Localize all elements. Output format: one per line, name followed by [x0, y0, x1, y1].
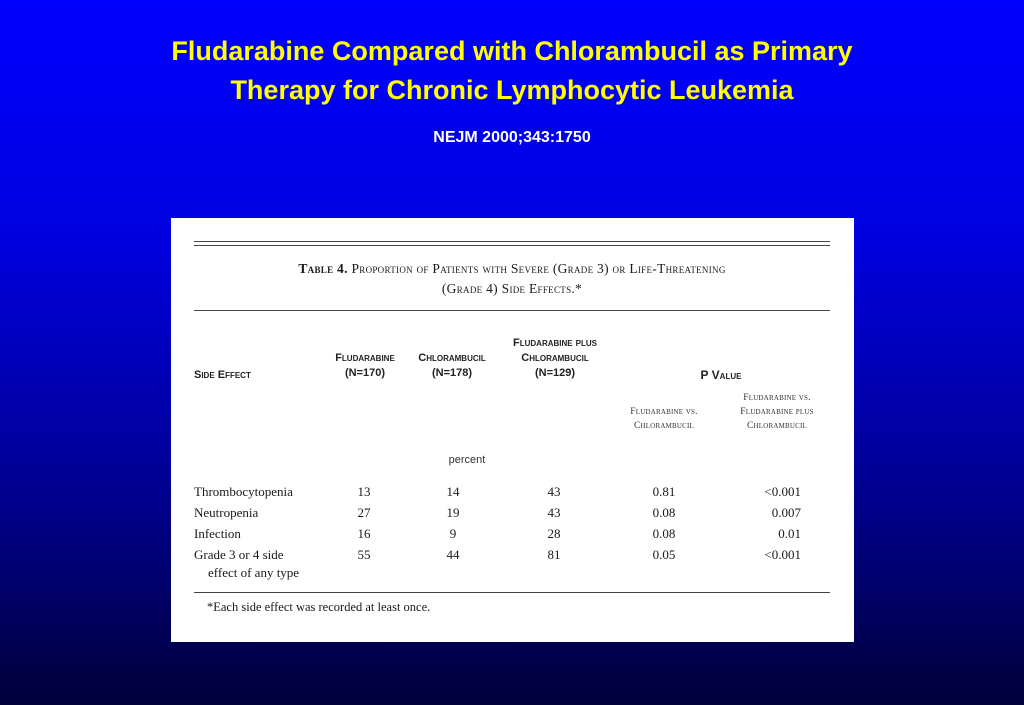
- col-header-combo: [498, 336, 612, 381]
- cell-p-b: <0.001: [764, 547, 801, 562]
- caption-line-2: (Grade 4) Side Effects.*: [441, 281, 583, 296]
- caption-rule: [194, 310, 830, 311]
- cell-chlorambucil: 44: [446, 547, 460, 562]
- top-rule: [194, 241, 830, 242]
- col-header-chlorambucil: [406, 351, 498, 381]
- col-header-fludarabine-n: (N=170): [344, 367, 386, 379]
- cell-p-b: 0.01: [778, 526, 801, 541]
- cell-p-b: 0.007: [771, 505, 801, 520]
- table-label: Table 4.: [298, 261, 348, 276]
- cell-fludarabine: 16: [357, 526, 371, 541]
- cell-p-a: 0.05: [652, 547, 676, 562]
- footnote: *Each side effect was recorded at least once.: [207, 600, 431, 614]
- cell-chlorambucil: 14: [446, 484, 460, 499]
- cell-combo: 43: [547, 484, 561, 499]
- cell-fludarabine: 55: [357, 547, 371, 562]
- cell-fludarabine: 13: [357, 484, 371, 499]
- bottom-rule: [194, 592, 830, 593]
- col-header-side-effect: Side Effect: [194, 369, 251, 381]
- citation: NEJM 2000;343:1750: [433, 129, 591, 146]
- col-header-combo-line-1: Fludarabine plus: [513, 337, 597, 349]
- cell-p-a: 0.08: [652, 526, 676, 541]
- cell-fludarabine: 27: [357, 505, 371, 520]
- row-label: Neutropenia: [194, 505, 259, 520]
- sub-header-flu-vs-chl: [609, 405, 719, 433]
- col-header-combo-line-2: Chlorambucil: [521, 352, 589, 364]
- top-rule-2: [194, 245, 830, 246]
- sub-header-flu-vs-combo: [716, 391, 838, 433]
- sub-header-a-line-1: Fludarabine vs.: [630, 407, 698, 417]
- cell-p-a: 0.81: [652, 484, 676, 499]
- cell-chlorambucil: 19: [446, 505, 460, 520]
- unit-label: percent: [448, 454, 486, 466]
- col-header-p-value: P Value: [700, 368, 742, 382]
- table-caption: [194, 259, 830, 299]
- row-label: Grade 3 or 4 side: [194, 547, 284, 562]
- slide-title-line-1: Fludarabine Compared with Chlorambucil as Primary: [171, 36, 853, 66]
- row-label-line-2: effect of any type: [208, 565, 300, 580]
- cell-combo: 43: [547, 505, 561, 520]
- col-header-chlorambucil-name: Chlorambucil: [418, 352, 486, 364]
- caption-line-1: Proportion of Patients with Severe (Grade 3) or Life-Threatening: [351, 261, 726, 276]
- cell-combo: 28: [547, 526, 561, 541]
- cell-chlorambucil: 9: [449, 526, 457, 541]
- col-header-chlorambucil-n: (N=178): [431, 367, 473, 379]
- row-label: Thrombocytopenia: [194, 484, 293, 499]
- cell-p-b: <0.001: [764, 484, 801, 499]
- sub-header-a-line-2: Chlorambucil: [633, 421, 695, 431]
- slide-title: [0, 32, 1024, 110]
- cell-p-a: 0.08: [652, 505, 676, 520]
- table-image: [171, 218, 854, 642]
- sub-header-b-line-2: Fludarabine plus: [740, 407, 814, 417]
- col-header-fludarabine-name: Fludarabine: [335, 352, 395, 364]
- sub-header-b-line-1: Fludarabine vs.: [743, 393, 811, 403]
- sub-header-b-line-3: Chlorambucil: [746, 421, 808, 431]
- col-header-fludarabine: [320, 351, 410, 381]
- row-label: Infection: [194, 526, 241, 541]
- col-header-combo-n: (N=129): [534, 367, 576, 379]
- slide-title-line-2: Therapy for Chronic Lymphocytic Leukemia: [230, 75, 794, 105]
- cell-combo: 81: [547, 547, 561, 562]
